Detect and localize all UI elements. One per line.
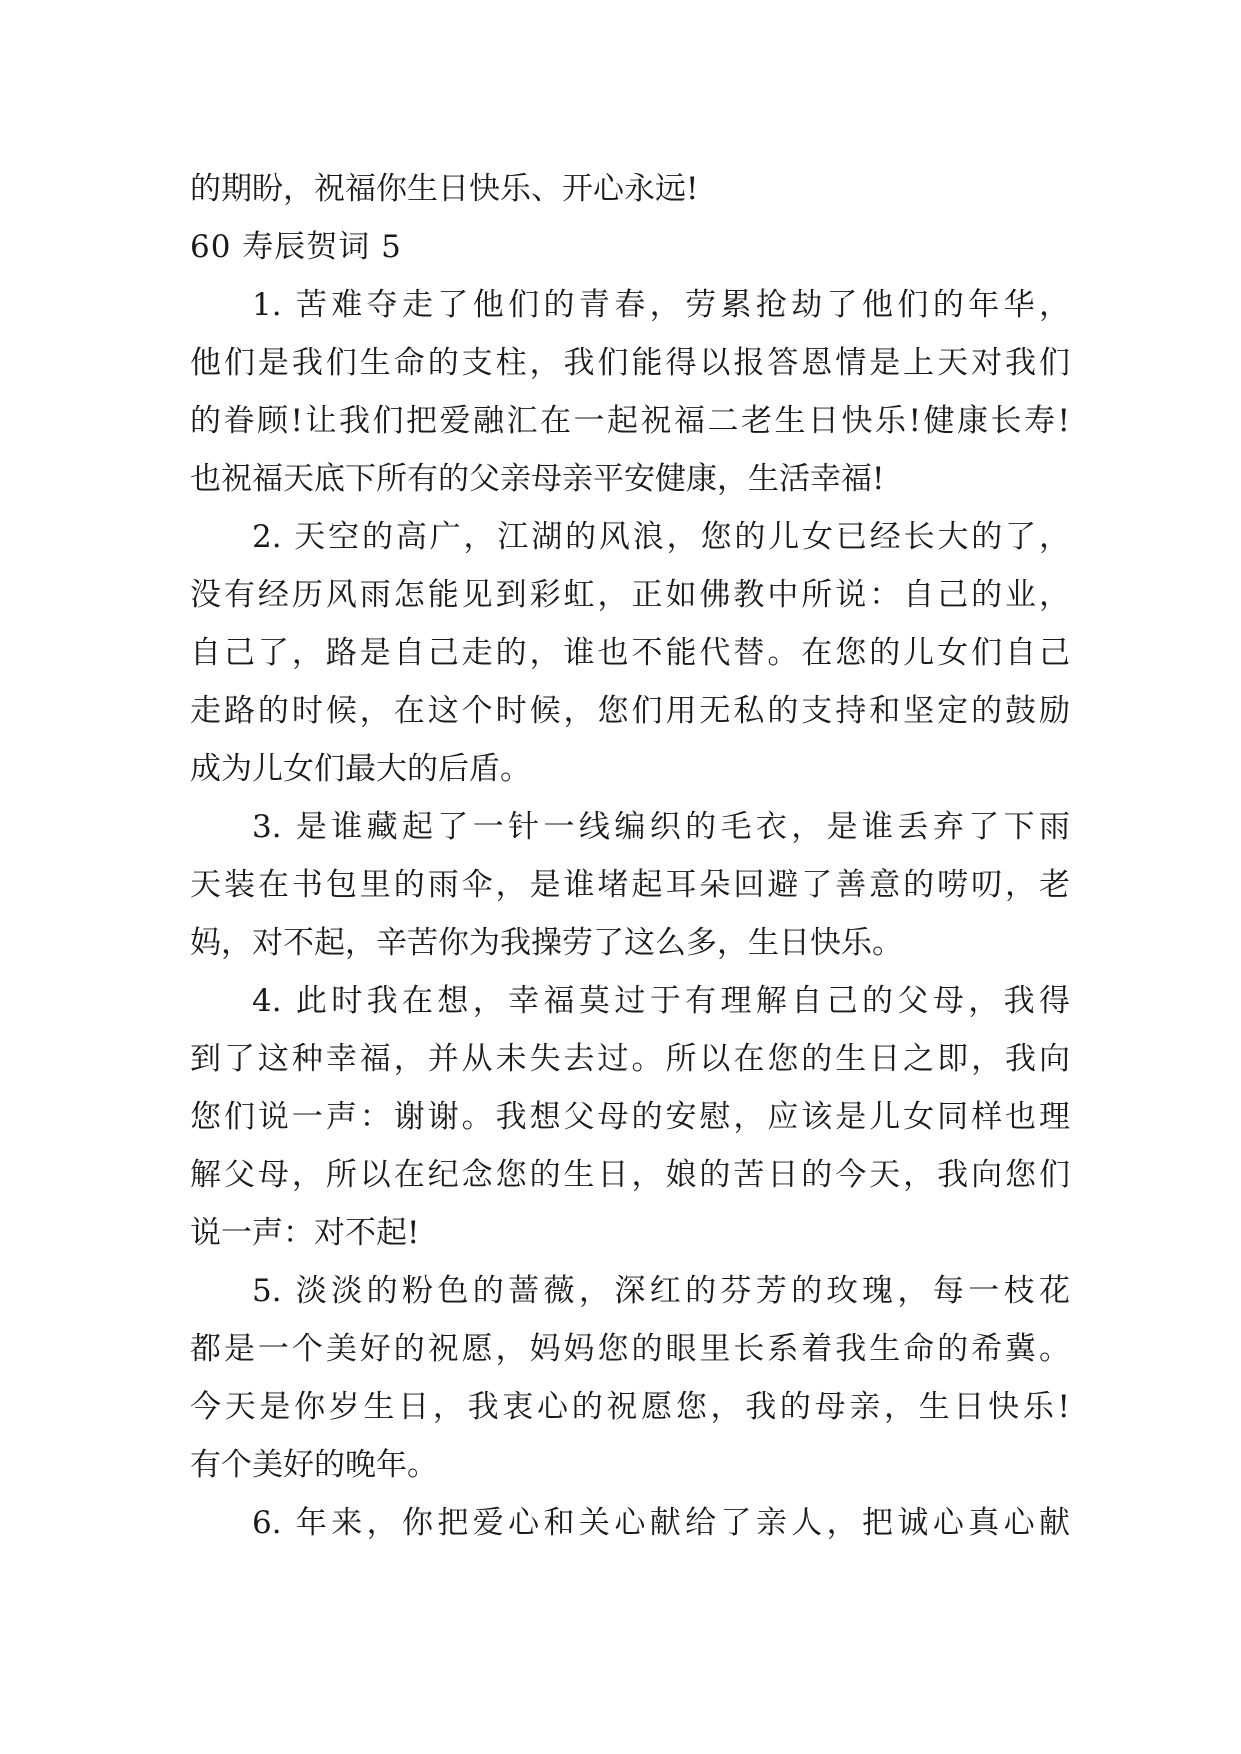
paragraph-line: 自己了，路是自己走的，谁也不能代替。在您的儿女们自己 xyxy=(190,635,1070,671)
paragraph-line: 成为儿女们最大的后盾。 xyxy=(190,751,531,787)
paragraph-line: 妈，对不起，辛苦你为我操劳了这么多，生日快乐。 xyxy=(190,925,903,961)
paragraph-1 xyxy=(190,276,1070,508)
paragraph-line: 您们说一声：谢谢。我想父母的安慰，应该是儿女同样也理 xyxy=(190,1099,1070,1135)
document-body xyxy=(190,160,1070,1552)
paragraph-line: 走路的时候，在这个时候，您们用无私的支持和坚定的鼓励 xyxy=(190,693,1070,729)
paragraph-line: 5. 淡淡的粉色的蔷薇，深红的芬芳的玫瑰，每一枝花 xyxy=(252,1273,1070,1309)
paragraph-2 xyxy=(190,508,1070,798)
paragraph-line: 说一声：对不起! xyxy=(190,1215,420,1251)
paragraph-3 xyxy=(190,798,1070,972)
paragraph-line: 都是一个美好的祝愿，妈妈您的眼里长系着我生命的希冀。 xyxy=(190,1331,1070,1367)
paragraph-4 xyxy=(190,972,1070,1262)
paragraph-line: 1. 苦难夺走了他们的青春，劳累抢劫了他们的年华， xyxy=(252,287,1070,323)
paragraph-line: 没有经历风雨怎能见到彩虹，正如佛教中所说：自己的业， xyxy=(190,577,1070,613)
paragraph-line: 解父母，所以在纪念您的生日，娘的苦日的今天，我向您们 xyxy=(190,1157,1070,1193)
paragraph-6 xyxy=(190,1494,1070,1552)
paragraph-5 xyxy=(190,1262,1070,1494)
paragraph-line: 也祝福天底下所有的父亲母亲平安健康，生活幸福! xyxy=(190,461,885,497)
paragraph-line: 的眷顾!让我们把爱融汇在一起祝福二老生日快乐!健康长寿! xyxy=(190,403,1070,439)
paragraph-line: 3. 是谁藏起了一针一线编织的毛衣，是谁丢弃了下雨 xyxy=(252,809,1070,845)
continuation-line: 的期盼，祝福你生日快乐、开心永远! xyxy=(190,171,699,207)
paragraph-line: 天装在书包里的雨伞，是谁堵起耳朵回避了善意的唠叨，老 xyxy=(190,867,1070,903)
section-heading: 60 寿辰贺词 5 xyxy=(190,229,402,265)
paragraph-line: 他们是我们生命的支柱，我们能得以报答恩情是上天对我们 xyxy=(190,345,1070,381)
paragraph-line: 2. 天空的高广，江湖的风浪，您的儿女已经长大的了， xyxy=(252,519,1070,555)
paragraph-line: 到了这种幸福，并从未失去过。所以在您的生日之即，我向 xyxy=(190,1041,1070,1077)
paragraph-line: 6. 年来，你把爱心和关心献给了亲人，把诚心真心献 xyxy=(252,1505,1070,1541)
paragraph-line: 有个美好的晚年。 xyxy=(190,1447,438,1483)
paragraph-line: 4. 此时我在想，幸福莫过于有理解自己的父母，我得 xyxy=(252,983,1070,1019)
paragraph-line: 今天是你岁生日，我衷心的祝愿您，我的母亲，生日快乐! xyxy=(190,1389,1070,1425)
